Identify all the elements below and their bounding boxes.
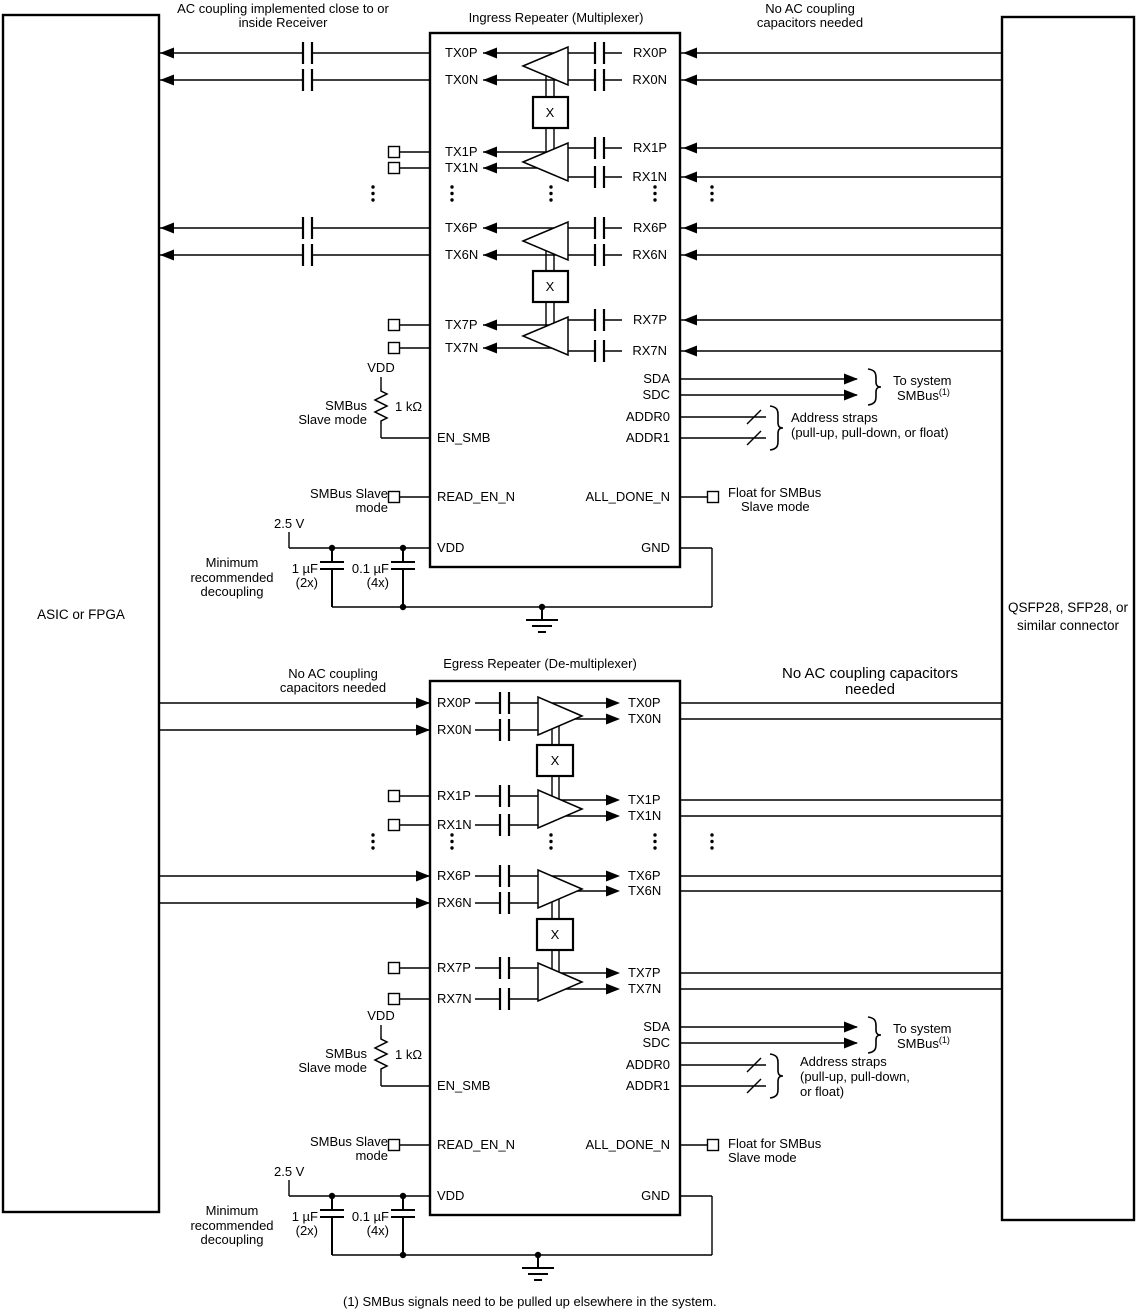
arrowhead-icon <box>160 250 174 261</box>
no-ac-note: No AC coupling <box>288 666 378 681</box>
ellipsis-icon <box>653 833 656 849</box>
pin-label: RX7P <box>633 312 667 327</box>
stub-pad-icon <box>389 343 400 354</box>
pin-label: TX0P <box>445 45 478 60</box>
cap-qty: (4x) <box>366 575 389 590</box>
decoupling-cap-icon <box>320 548 344 607</box>
pin-label: RX0P <box>437 695 471 710</box>
connector-label-line2: similar connector <box>1016 618 1120 633</box>
resistor-icon <box>375 1036 387 1072</box>
mux-x-label: X <box>545 279 555 294</box>
mux-x-label: X <box>545 105 555 120</box>
pin-label: RX0N <box>632 72 667 87</box>
ellipsis-icon <box>450 185 453 201</box>
pin-label: RX1P <box>633 140 667 155</box>
ellipsis-icon <box>371 185 374 201</box>
to-system-note: To system <box>893 373 952 388</box>
junction-dot <box>535 1252 541 1258</box>
ellipsis-icon <box>710 833 713 849</box>
ac-coupling-cap-icon <box>303 42 312 64</box>
pin-label: ADDR1 <box>625 430 670 445</box>
to-system-note: SMBus$^{(1)}$ <box>897 387 950 403</box>
decoupling-cap-icon <box>391 548 415 607</box>
arrowhead-icon <box>683 143 697 154</box>
read-en-note: SMBus Slave <box>309 486 388 501</box>
arrowhead-icon <box>160 48 174 59</box>
junction-dot <box>329 1193 335 1199</box>
resistor-value: 1 kΩ <box>395 399 423 414</box>
stub-pad-icon <box>708 492 719 503</box>
pin-label: GND <box>641 540 670 555</box>
pin-label: VDD <box>437 1188 465 1203</box>
arrowhead-icon <box>160 223 174 234</box>
arrowhead-icon <box>683 48 697 59</box>
decoupling-note: recommended <box>190 1218 274 1233</box>
pin-label: ALL_DONE_N <box>585 1137 670 1152</box>
decoupling-note: recommended <box>190 570 274 585</box>
supply-label: 2.5 V <box>274 1164 305 1179</box>
decoupling-note: decoupling <box>200 1232 264 1247</box>
cap-qty: (4x) <box>366 1223 389 1238</box>
pin-label: ADDR0 <box>625 1057 670 1072</box>
pin-label: EN_SMB <box>437 430 491 445</box>
brace-icon <box>868 369 881 405</box>
decoupling-note: Minimum <box>205 555 259 570</box>
pin-label: READ_EN_N <box>437 1137 516 1152</box>
cap-value: 0.1 µF <box>351 1209 389 1224</box>
pin-label: TX7N <box>628 981 662 996</box>
stub-pad-icon <box>389 963 400 974</box>
float-note: Slave mode <box>741 499 810 514</box>
arrowhead-icon <box>683 223 697 234</box>
ellipsis-icon <box>549 833 552 849</box>
stub-pad-icon <box>708 1140 719 1151</box>
ellipsis-icon <box>653 185 656 201</box>
stub-pad-icon <box>389 147 400 158</box>
arrowhead-icon <box>844 1038 858 1049</box>
pin-label: RX7N <box>632 343 667 358</box>
addr-straps-note: (pull-up, pull-down, <box>800 1069 910 1084</box>
pin-label: TX7P <box>445 317 478 332</box>
brace-icon <box>868 1017 881 1053</box>
smbus-mode-note: Slave mode <box>298 1060 367 1075</box>
pin-label: RX6N <box>632 247 667 262</box>
pin-label: TX1N <box>445 160 479 175</box>
float-note: Slave mode <box>728 1150 797 1165</box>
pin-label: ADDR1 <box>625 1078 670 1093</box>
pin-label: RX7N <box>437 991 472 1006</box>
no-ac-note: No AC coupling capacitors <box>782 665 958 682</box>
ellipsis-icon <box>371 833 374 849</box>
ingress-repeater <box>159 1 1002 632</box>
ground-icon <box>522 1255 554 1280</box>
float-note: Float for SMBus <box>728 1136 822 1151</box>
pin-label: TX1N <box>628 808 662 823</box>
arrowhead-icon <box>416 725 430 736</box>
pin-label: TX1P <box>628 792 661 807</box>
resistor-icon <box>375 388 387 424</box>
pin-label: TX6N <box>445 247 479 262</box>
cap-value: 1 µF <box>291 1209 318 1224</box>
no-ac-note: capacitors needed <box>756 15 864 30</box>
pin-label: RX0P <box>633 45 667 60</box>
arrowhead-icon <box>844 1022 858 1033</box>
stub-pad-icon <box>389 1140 400 1151</box>
pin-label: TX6P <box>628 868 661 883</box>
pin-label: TX7P <box>628 965 661 980</box>
pin-label: RX1N <box>437 817 472 832</box>
decoupling-note: Minimum <box>205 1203 259 1218</box>
smbus-mode-note: Slave mode <box>298 412 367 427</box>
addr-straps-note: Address straps <box>791 410 878 425</box>
connector-label-line1: QSFP28, SFP28, or <box>1007 600 1129 615</box>
addr-straps-note: (pull-up, pull-down, or float) <box>791 425 949 440</box>
pin-label: RX6N <box>437 895 472 910</box>
pin-label: SDA <box>643 371 670 386</box>
junction-dot <box>400 1193 406 1199</box>
float-note: Float for SMBus <box>728 485 822 500</box>
ac-note: inside Receiver <box>238 15 328 30</box>
pin-label: RX1N <box>632 169 667 184</box>
pin-label: TX1P <box>445 144 478 159</box>
supply-label: 2.5 V <box>274 516 305 531</box>
pin-label: SDC <box>642 1035 670 1050</box>
arrowhead-icon <box>683 346 697 357</box>
brace-icon <box>770 1054 783 1098</box>
mux-x-label: X <box>550 927 560 942</box>
vdd-rail-label: VDD <box>367 360 395 375</box>
decoupling-cap-icon <box>391 1196 415 1255</box>
pin-label: RX6P <box>633 220 667 235</box>
junction-dot <box>400 604 406 610</box>
to-system-note: SMBus$^{(1)}$ <box>897 1035 950 1051</box>
to-system-note: To system <box>893 1021 952 1036</box>
pin-label: RX0N <box>437 722 472 737</box>
addr-straps-note: or float) <box>800 1084 845 1099</box>
arrowhead-icon <box>683 250 697 261</box>
cap-value: 1 µF <box>291 561 318 576</box>
pin-label: TX6P <box>445 220 478 235</box>
resistor-value: 1 kΩ <box>395 1047 423 1062</box>
arrowhead-icon <box>416 871 430 882</box>
pin-label: TX7N <box>445 340 479 355</box>
pin-label: RX6P <box>437 868 471 883</box>
ingress-title: Ingress Repeater (Multiplexer) <box>468 10 644 25</box>
junction-dot <box>400 1252 406 1258</box>
ac-coupling-cap-icon <box>303 244 312 266</box>
stub-pad-icon <box>389 791 400 802</box>
arrowhead-icon <box>844 390 858 401</box>
egress-title: Egress Repeater (De-multiplexer) <box>443 656 637 671</box>
read-en-note: mode <box>355 1148 388 1163</box>
asic-block <box>3 15 159 1212</box>
stub-pad-icon <box>389 163 400 174</box>
brace-icon <box>770 406 783 450</box>
cap-qty: (2x) <box>295 1223 318 1238</box>
ellipsis-icon <box>450 833 453 849</box>
connector-block <box>1002 17 1134 1220</box>
addr-straps-note: Address straps <box>800 1054 887 1069</box>
arrowhead-icon <box>160 75 174 86</box>
cap-qty: (2x) <box>295 575 318 590</box>
vdd-rail-label: VDD <box>367 1008 395 1023</box>
read-en-note: SMBus Slave <box>309 1134 388 1149</box>
smbus-mode-note: SMBus <box>325 398 367 413</box>
arrowhead-icon <box>416 698 430 709</box>
stub-pad-icon <box>389 320 400 331</box>
pin-label: VDD <box>437 540 465 555</box>
pin-label: READ_EN_N <box>437 489 516 504</box>
stub-pad-icon <box>389 994 400 1005</box>
arrowhead-icon <box>683 315 697 326</box>
ground-icon <box>526 607 558 632</box>
pin-label: GND <box>641 1188 670 1203</box>
pin-label: TX0N <box>445 72 479 87</box>
junction-dot <box>539 604 545 610</box>
ac-coupling-cap-icon <box>303 69 312 91</box>
no-ac-note: needed <box>844 681 896 698</box>
junction-dot <box>329 545 335 551</box>
stub-pad-icon <box>389 492 400 503</box>
mux-x-label: X <box>550 753 560 768</box>
arrowhead-icon <box>416 898 430 909</box>
ac-coupling-cap-icon <box>303 217 312 239</box>
arrowhead-icon <box>683 172 697 183</box>
stub-pad-icon <box>389 820 400 831</box>
ellipsis-icon <box>549 185 552 201</box>
smbus-mode-note: SMBus <box>325 1046 367 1061</box>
pin-label: SDC <box>642 387 670 402</box>
decoupling-cap-icon <box>320 1196 344 1255</box>
arrowhead-icon <box>683 75 697 86</box>
cap-value: 0.1 µF <box>351 561 389 576</box>
pin-label: TX6N <box>628 883 662 898</box>
pin-label: ADDR0 <box>625 409 670 424</box>
junction-dot <box>400 545 406 551</box>
asic-label: ASIC or FPGA <box>37 607 125 622</box>
ellipsis-icon <box>710 185 713 201</box>
pin-label: TX0P <box>628 695 661 710</box>
decoupling-note: decoupling <box>200 584 264 599</box>
arrowhead-icon <box>844 374 858 385</box>
pin-label: RX7P <box>437 960 471 975</box>
pin-label: EN_SMB <box>437 1078 491 1093</box>
no-ac-note: capacitors needed <box>279 680 387 695</box>
footnote: (1) SMBus signals need to be pulled up elsewhere in the system. <box>343 1294 717 1309</box>
no-ac-note: No AC coupling <box>765 1 855 16</box>
ac-note: AC coupling implemented close to or <box>177 1 389 16</box>
pin-label: SDA <box>643 1019 670 1034</box>
read-en-note: mode <box>355 500 388 515</box>
pin-label: RX1P <box>437 788 471 803</box>
pin-label: ALL_DONE_N <box>585 489 670 504</box>
egress-repeater <box>159 656 1002 1280</box>
pin-label: TX0N <box>628 711 662 726</box>
